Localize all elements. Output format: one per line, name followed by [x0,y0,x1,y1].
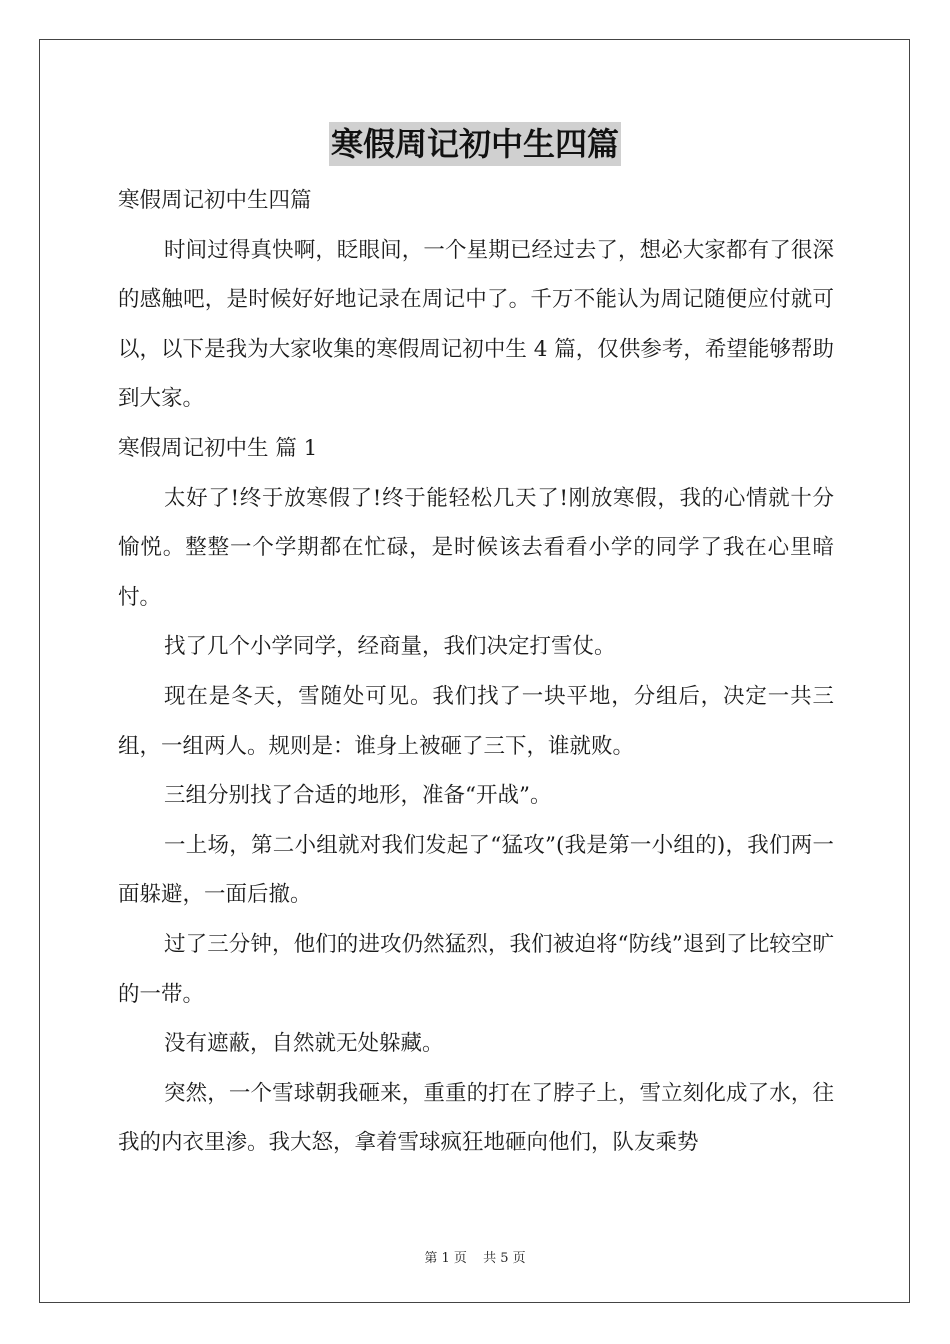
document-title [0,122,950,166]
paragraph-intro: 时间过得真快啊，眨眼间，一个星期已经过去了，想必大家都有了很深的感触吧，是时候好好地记录在周记中了。千万不能认为周记随便应付就可以，以下是我为大家收集的寒假周记初中生 4 篇，仅供参考，希望能够帮助到大家。 [118,237,834,412]
paragraph: 三组分别找了合适的地形，准备“开战”。 [164,783,552,809]
section-heading: 寒假周记初中生 篇 1 [118,435,318,461]
paragraph: 太好了!终于放寒假了!终于能轻松几天了!刚放寒假，我的心情就十分愉悦。整整一个学期都在忙碌，是时候该去看看小学的同学了我在心里暗忖。 [118,485,834,610]
page-number: 第 1 页 [424,1251,467,1266]
document-body [118,176,834,1168]
paragraph: 突然，一个雪球朝我砸来，重重的打在了脖子上，雪立刻化成了水，往我的内衣里渗。我大怒，拿着雪球疯狂地砸向他们，队友乘势 [118,1080,834,1156]
page-footer [0,1247,950,1266]
paragraph: 找了几个小学同学，经商量，我们决定打雪仗。 [164,634,616,660]
page-total: 共 5 页 [483,1251,526,1266]
document-title-text: 寒假周记初中生四篇 [329,122,621,166]
paragraph: 过了三分钟，他们的进攻仍然猛烈，我们被迫将“防线”退到了比较空旷的一带。 [118,931,834,1007]
paragraph: 没有遮蔽，自然就无处躲藏。 [164,1031,444,1057]
paragraph: 现在是冬天，雪随处可见。我们找了一块平地，分组后，决定一共三组，一组两人。规则是：谁身上被砸了三下，谁就败。 [118,683,834,759]
paragraph-subtitle: 寒假周记初中生四篇 [118,188,312,213]
paragraph: 一上场，第二小组就对我们发起了“猛攻”(我是第一小组的)，我们两一面躲避，一面后撤。 [118,832,834,908]
